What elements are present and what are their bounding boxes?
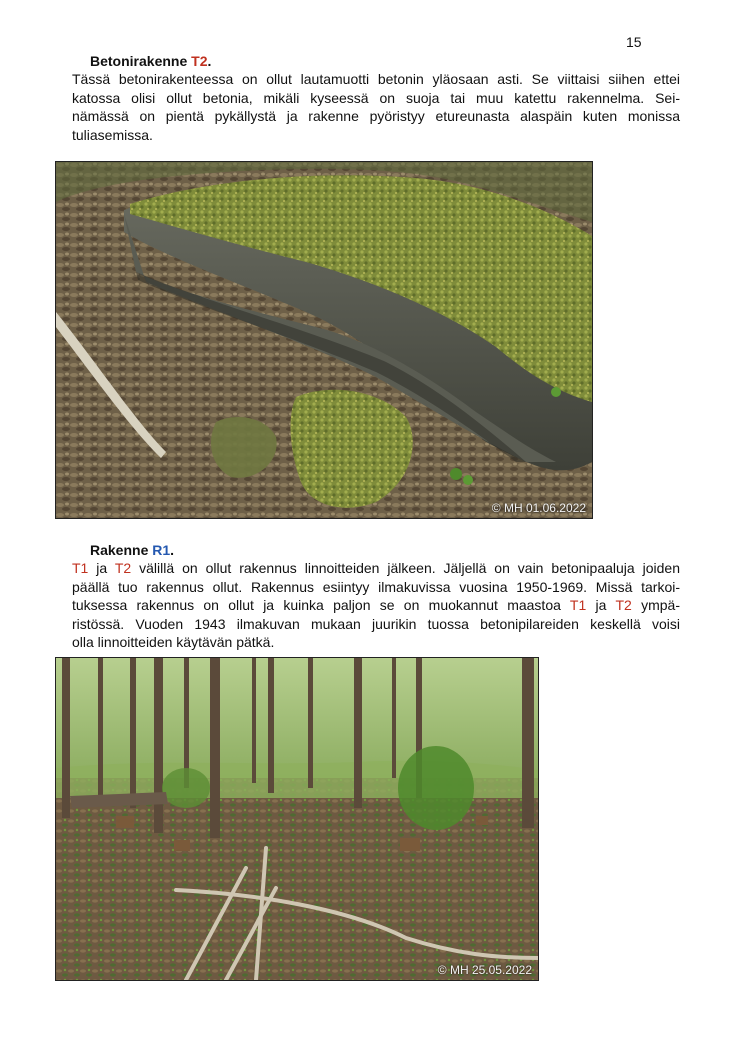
section-heading-t2	[90, 53, 211, 69]
paragraph-line: olla linnoitteiden käytävän pätkä.	[72, 634, 275, 650]
ref-t1: T1	[569, 597, 587, 613]
paragraph-line: ristössä. Vuoden 1943 ilmakuvan mukaan juurikin tuossa betonipilareiden keskellä voisi	[72, 615, 680, 632]
paragraph-line: katossa olisi ollut betonia, mikäli kyseessä on suoja tai muu katettu rakennelma. Sei-	[72, 89, 680, 106]
heading-suffix: .	[207, 53, 212, 69]
paragraph-line: nämässä on pientä pykällystä ja rakenne pyöristyy etureunasta alaspäin kuten monissa	[72, 108, 680, 124]
paragraph-r1	[72, 559, 680, 652]
heading-ref-t2: T2	[191, 53, 208, 69]
section-heading-r1	[90, 542, 174, 558]
ref-t2: T2	[615, 597, 632, 613]
paragraph-line: päällä tuo rakennus ollut. Rakennus esiintyy ilmakuvissa vuosina 1950-1969. Missä tarkoi-	[72, 578, 680, 595]
photo-forest-pillars-r1	[55, 657, 539, 981]
text-segment: tuksessa rakennus on ollut ja kuinka paljon se on muokannut maastoa	[72, 597, 570, 613]
photo-credit: © MH 25.05.2022	[437, 963, 532, 977]
text-segment: välillä on ollut rakennus linnoitteiden jälkeen. Jäljellä on vain betonipaaluja joiden	[131, 560, 680, 576]
text-segment: ja	[88, 560, 115, 576]
photo-credit: © MH 01.06.2022	[491, 501, 586, 515]
photo-concrete-structure-t2	[55, 161, 593, 519]
paragraph-t2	[72, 70, 680, 144]
heading-ref-r1: R1	[152, 542, 171, 558]
paragraph-line	[72, 596, 680, 615]
photo-concrete-structure-image	[56, 162, 592, 518]
text-segment: ympä-	[631, 597, 680, 613]
heading-suffix: .	[170, 542, 175, 558]
heading-prefix: Betonirakenne	[90, 53, 192, 69]
heading-prefix: Rakenne	[90, 542, 153, 558]
paragraph-line: tuliasemissa.	[72, 126, 153, 143]
ref-t2: T2	[114, 560, 132, 576]
photo-forest-image	[56, 658, 538, 980]
page-number: 15	[626, 34, 642, 50]
paragraph-line: Tässä betonirakenteessa on ollut lautamuotti betonin yläosaan asti. Se viittaisi siihen ettei	[72, 71, 680, 87]
ref-t1: T1	[72, 560, 89, 576]
text-segment: ja	[586, 597, 616, 613]
paragraph-line	[72, 559, 680, 578]
